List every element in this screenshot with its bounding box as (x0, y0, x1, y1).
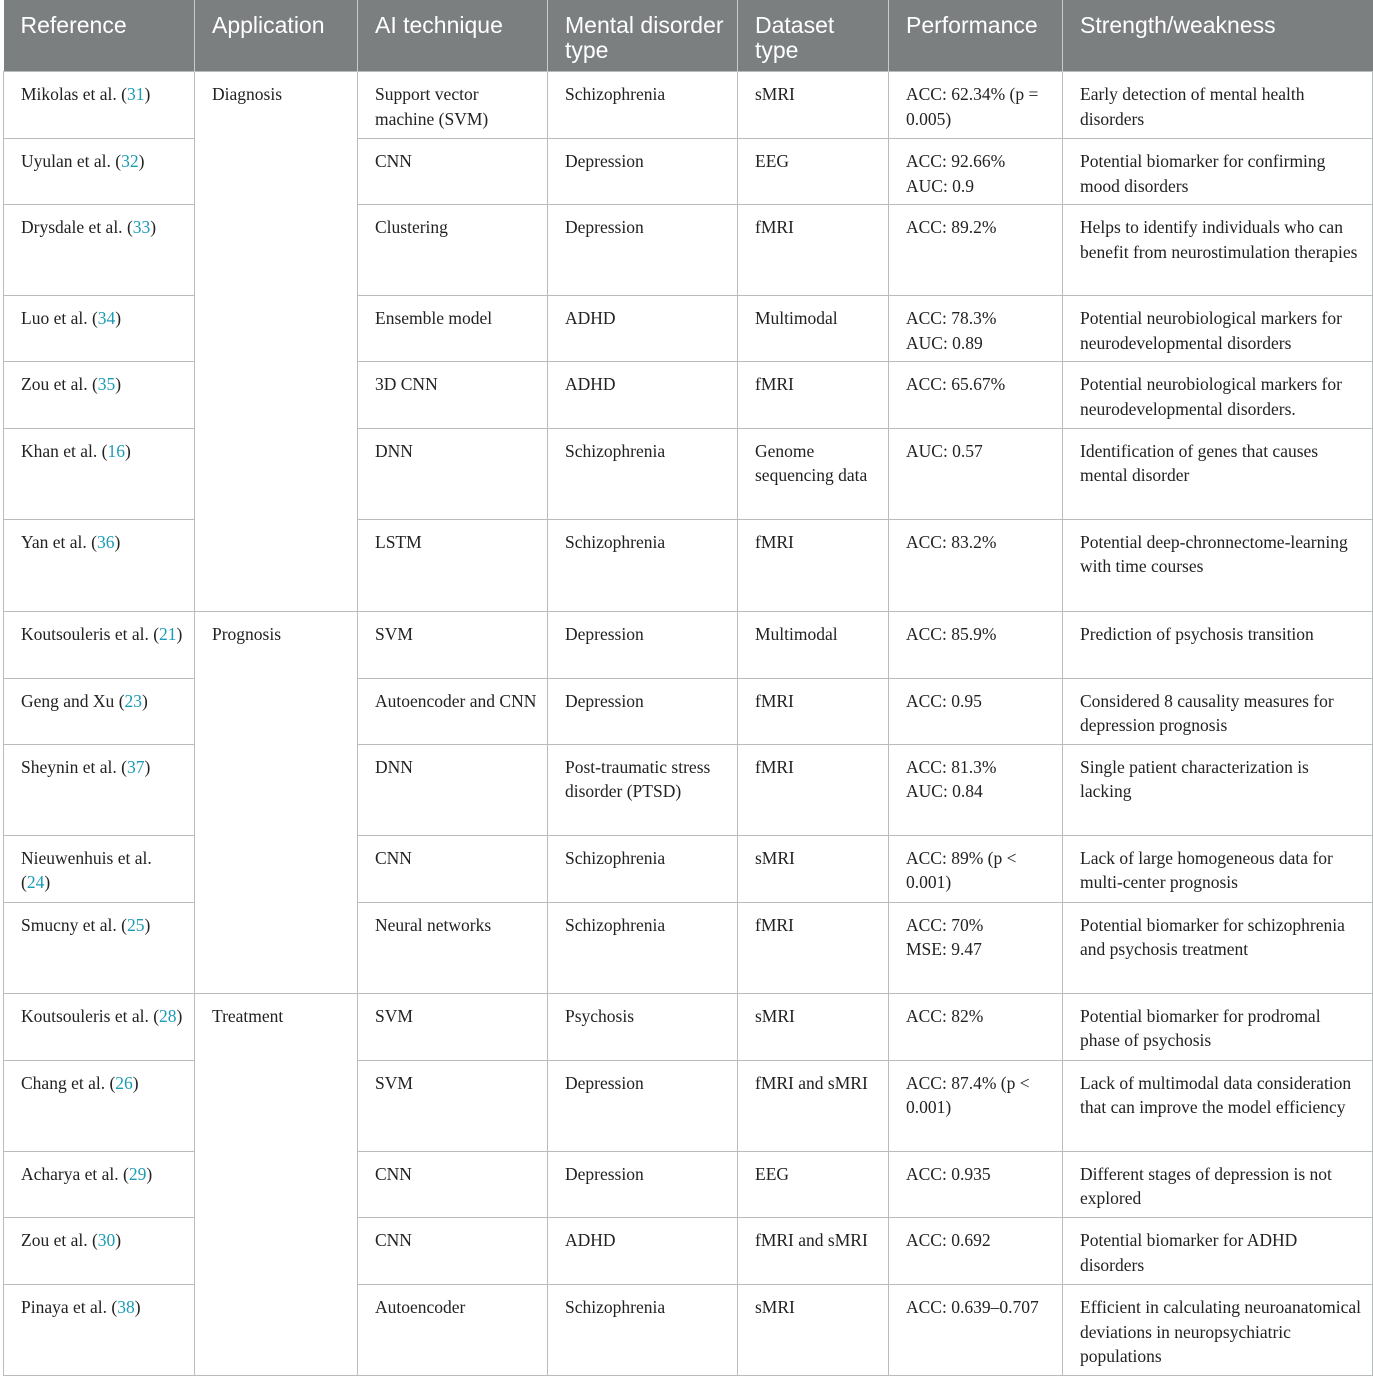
disorder-type-cell: Schizophrenia (548, 428, 738, 519)
reference-author: Koutsouleris et al. (21, 1005, 149, 1026)
disorder-type-cell: Depression (548, 1060, 738, 1151)
strength-weakness-cell: Helps to identify individuals who can benefit from neurostimulation therapies (1063, 205, 1373, 296)
citation-link[interactable]: 37 (126, 756, 145, 777)
strength-weakness-cell: Potential biomarker for ADHD disorders (1063, 1217, 1373, 1284)
dataset-type-cell: fMRI and sMRI (738, 1217, 889, 1284)
dataset-type-cell: fMRI and sMRI (738, 1060, 889, 1151)
table-row (4, 1217, 1373, 1284)
dataset-type-cell: Genome sequencing data (738, 428, 889, 519)
reference-cell: Mikolas et al. (31) (4, 72, 195, 139)
citation-link[interactable]: 31 (126, 84, 145, 104)
performance-cell: ACC: 0.935 (889, 1151, 1063, 1217)
performance-cell: ACC: 89.2% (889, 205, 1063, 296)
strength-weakness-cell: Early detection of mental health disorders (1063, 72, 1373, 139)
reference-cell: Luo et al. (34) (4, 296, 195, 362)
application-cell (195, 744, 358, 835)
disorder-type-cell: Schizophrenia (548, 1284, 738, 1375)
ai-technique-cell: SVM (358, 1060, 548, 1151)
ai-technique-cell: CNN (358, 1151, 548, 1217)
table-row (4, 902, 1373, 993)
table-row (4, 296, 1373, 362)
performance-cell: ACC: 92.66% AUC: 0.9 (889, 139, 1063, 205)
reference-cell: Chang et al. (26) (4, 1060, 195, 1151)
citation-link[interactable]: 25 (126, 914, 145, 935)
dataset-type-cell: Multimodal (738, 296, 889, 362)
header-reference: Reference (4, 0, 195, 72)
dataset-type-cell: fMRI (738, 205, 889, 296)
header-row (4, 0, 1373, 72)
strength-weakness-cell: Lack of multimodal data consideration that can improve the model efficiency (1063, 1060, 1373, 1151)
table-row (4, 611, 1373, 678)
application-cell: Diagnosis (195, 72, 358, 139)
table-row (4, 835, 1373, 902)
table-row (4, 519, 1373, 611)
reference-author: Zou et al. (21, 1229, 88, 1250)
reference-author: Nieuwenhuis et al. (21, 847, 152, 868)
reference-author: Pinaya et al. (21, 1296, 108, 1317)
disorder-type-cell: Depression (548, 205, 738, 296)
header-strength-weakness: Strength/weakness (1063, 0, 1373, 72)
reference-cell: Koutsouleris et al. (21) (4, 611, 195, 678)
reference-cell: Yan et al. (36) (4, 519, 195, 611)
dataset-type-cell: fMRI (738, 519, 889, 611)
performance-cell: ACC: 0.95 (889, 678, 1063, 744)
reference-cell: Geng and Xu (23) (4, 678, 195, 744)
ai-technique-cell: Clustering (358, 205, 548, 296)
dataset-type-cell: sMRI (738, 993, 889, 1060)
strength-weakness-cell: Potential neurobiological markers for neurodevelopmental disorders (1063, 296, 1373, 362)
dataset-type-cell: EEG (738, 1151, 889, 1217)
application-cell (195, 1060, 358, 1151)
ai-technique-cell: DNN (358, 428, 548, 519)
dataset-type-cell: sMRI (738, 1284, 889, 1375)
reference-author: Chang et al. (21, 1072, 106, 1093)
application-cell (195, 362, 358, 428)
performance-cell: ACC: 85.9% (889, 611, 1063, 678)
dataset-type-cell: fMRI (738, 902, 889, 993)
header-application: Application (195, 0, 358, 72)
dataset-type-cell: fMRI (738, 744, 889, 835)
table-row (4, 428, 1373, 519)
ai-technique-cell: Autoencoder and CNN (358, 678, 548, 744)
table-row (4, 1060, 1373, 1151)
reference-author: Luo et al. (21, 308, 88, 329)
dataset-type-cell: Multimodal (738, 611, 889, 678)
strength-weakness-cell: Potential neurobiological markers for neurodevelopmental disorders. (1063, 362, 1373, 428)
dataset-type-cell: EEG (738, 139, 889, 205)
citation-link[interactable]: 38 (117, 1296, 135, 1317)
strength-weakness-cell: Potential deep-chronnectome-learning with time courses (1063, 519, 1373, 611)
reference-author: Zou et al. (21, 374, 88, 395)
reference-cell: Pinaya et al. (38) (4, 1284, 195, 1375)
disorder-type-cell: Post-traumatic stress disorder (PTSD) (548, 744, 738, 835)
reference-author: Koutsouleris et al. (21, 623, 149, 644)
performance-cell: AUC: 0.57 (889, 428, 1063, 519)
disorder-type-cell: Psychosis (548, 993, 738, 1060)
reference-author: Khan et al. (21, 440, 98, 461)
application-cell (195, 296, 358, 362)
ai-technique-cell: Neural networks (358, 902, 548, 993)
ai-technique-cell: SVM (358, 611, 548, 678)
dataset-type-cell: sMRI (738, 835, 889, 902)
performance-cell: ACC: 70% MSE: 9.47 (889, 902, 1063, 993)
reference-cell: Nieuwenhuis et al. (24) (4, 835, 195, 902)
citation-link[interactable]: 32 (121, 151, 139, 171)
performance-cell: ACC: 81.3% AUC: 0.84 (889, 744, 1063, 835)
reference-cell: Zou et al. (35) (4, 362, 195, 428)
disorder-type-cell: Schizophrenia (548, 835, 738, 902)
table-row (4, 362, 1373, 428)
ai-technique-cell: CNN (358, 139, 548, 205)
ai-technique-cell: Support vector machine (SVM) (358, 72, 548, 139)
dataset-type-cell: fMRI (738, 362, 889, 428)
comparison-table (3, 0, 1373, 1376)
strength-weakness-cell: Potential biomarker for schizophrenia and psychosis treatment (1063, 902, 1373, 993)
strength-weakness-cell: Lack of large homogeneous data for multi-center prognosis (1063, 835, 1373, 902)
citation-link[interactable]: 29 (128, 1163, 147, 1184)
ai-technique-cell: CNN (358, 835, 548, 902)
disorder-type-cell: ADHD (548, 362, 738, 428)
application-cell (195, 519, 358, 611)
disorder-type-cell: ADHD (548, 1217, 738, 1284)
disorder-type-cell: ADHD (548, 296, 738, 362)
ai-technique-cell: 3D CNN (358, 362, 548, 428)
reference-author: Uyulan et al. (21, 151, 111, 171)
performance-cell: ACC: 78.3% AUC: 0.89 (889, 296, 1063, 362)
reference-author: Yan et al. (21, 531, 87, 552)
reference-cell: Zou et al. (30) (4, 1217, 195, 1284)
application-cell (195, 1284, 358, 1375)
citation-link[interactable]: 24 (26, 872, 45, 893)
ai-technique-cell: CNN (358, 1217, 548, 1284)
performance-cell: ACC: 89% (p < 0.001) (889, 835, 1063, 902)
performance-cell: ACC: 87.4% (p < 0.001) (889, 1060, 1063, 1151)
application-cell (195, 1151, 358, 1217)
disorder-type-cell: Depression (548, 1151, 738, 1217)
reference-cell: Koutsouleris et al. (28) (4, 993, 195, 1060)
citation-link[interactable]: 33 (132, 217, 151, 238)
disorder-type-cell: Schizophrenia (548, 902, 738, 993)
performance-cell: ACC: 65.67% (889, 362, 1063, 428)
strength-weakness-cell: Considered 8 causality measures for depression prognosis (1063, 678, 1373, 744)
table-row (4, 744, 1373, 835)
citation-link[interactable]: 36 (97, 531, 115, 552)
performance-cell: ACC: 0.639–0.707 (889, 1284, 1063, 1375)
reference-author: Sheynin et al. (21, 756, 117, 777)
ai-technique-cell: SVM (358, 993, 548, 1060)
reference-cell: Smucny et al. (25) (4, 902, 195, 993)
citation-link[interactable]: 35 (97, 374, 116, 395)
reference-author: Drysdale et al. (21, 217, 123, 238)
strength-weakness-cell: Different stages of depression is not explored (1063, 1151, 1373, 1217)
table-row (4, 139, 1373, 205)
disorder-type-cell: Schizophrenia (548, 519, 738, 611)
application-cell: Treatment (195, 993, 358, 1060)
reference-cell: Khan et al. (16) (4, 428, 195, 519)
application-cell (195, 835, 358, 902)
citation-link[interactable]: 34 (97, 308, 116, 329)
application-cell (195, 902, 358, 993)
performance-cell: ACC: 83.2% (889, 519, 1063, 611)
table-body (4, 72, 1373, 1376)
reference-cell: Drysdale et al. (33) (4, 205, 195, 296)
reference-cell: Uyulan et al. (32) (4, 139, 195, 205)
application-cell (195, 428, 358, 519)
dataset-type-cell: fMRI (738, 678, 889, 744)
reference-author: Smucny et al. (21, 914, 117, 935)
citation-link[interactable]: 26 (115, 1072, 133, 1093)
strength-weakness-cell: Single patient characterization is lacking (1063, 744, 1373, 835)
reference-cell: Acharya et al. (29) (4, 1151, 195, 1217)
header-ai-technique: AI technique (358, 0, 548, 72)
reference-author: Mikolas et al. (21, 84, 117, 104)
citation-link[interactable]: 23 (124, 690, 143, 711)
application-cell (195, 1217, 358, 1284)
table-row (4, 1151, 1373, 1217)
citation-link[interactable]: 16 (107, 440, 125, 461)
dataset-type-cell: sMRI (738, 72, 889, 139)
performance-cell: ACC: 62.34% (p = 0.005) (889, 72, 1063, 139)
disorder-type-cell: Depression (548, 678, 738, 744)
table-row (4, 678, 1373, 744)
table-row (4, 72, 1373, 139)
reference-cell: Sheynin et al. (37) (4, 744, 195, 835)
citation-link[interactable]: 21 (159, 623, 177, 644)
strength-weakness-cell: Efficient in calculating neuroanatomical deviations in neuropsychiatric populations (1063, 1284, 1373, 1375)
ai-technique-cell: Ensemble model (358, 296, 548, 362)
ai-technique-cell: DNN (358, 744, 548, 835)
application-cell (195, 205, 358, 296)
reference-author: Geng and Xu (21, 690, 115, 711)
performance-cell: ACC: 82% (889, 993, 1063, 1060)
performance-cell: ACC: 0.692 (889, 1217, 1063, 1284)
header-performance: Performance (889, 0, 1063, 72)
table-row (4, 1284, 1373, 1375)
reference-author: Acharya et al. (21, 1163, 119, 1184)
table-row (4, 993, 1373, 1060)
strength-weakness-cell: Identification of genes that causes mental disorder (1063, 428, 1373, 519)
strength-weakness-cell: Potential biomarker for prodromal phase of psychosis (1063, 993, 1373, 1060)
application-cell (195, 139, 358, 205)
header-mental-disorder-type: Mental disorder type (548, 0, 738, 72)
application-cell: Prognosis (195, 611, 358, 678)
header-dataset-type: Dataset type (738, 0, 889, 72)
ai-technique-cell: Autoencoder (358, 1284, 548, 1375)
citation-link[interactable]: 30 (97, 1229, 116, 1250)
disorder-type-cell: Depression (548, 611, 738, 678)
ai-technique-cell: LSTM (358, 519, 548, 611)
application-cell (195, 678, 358, 744)
table-row (4, 205, 1373, 296)
disorder-type-cell: Depression (548, 139, 738, 205)
strength-weakness-cell: Prediction of psychosis transition (1063, 611, 1373, 678)
citation-link[interactable]: 28 (159, 1005, 177, 1026)
strength-weakness-cell: Potential biomarker for confirming mood disorders (1063, 139, 1373, 205)
disorder-type-cell: Schizophrenia (548, 72, 738, 139)
